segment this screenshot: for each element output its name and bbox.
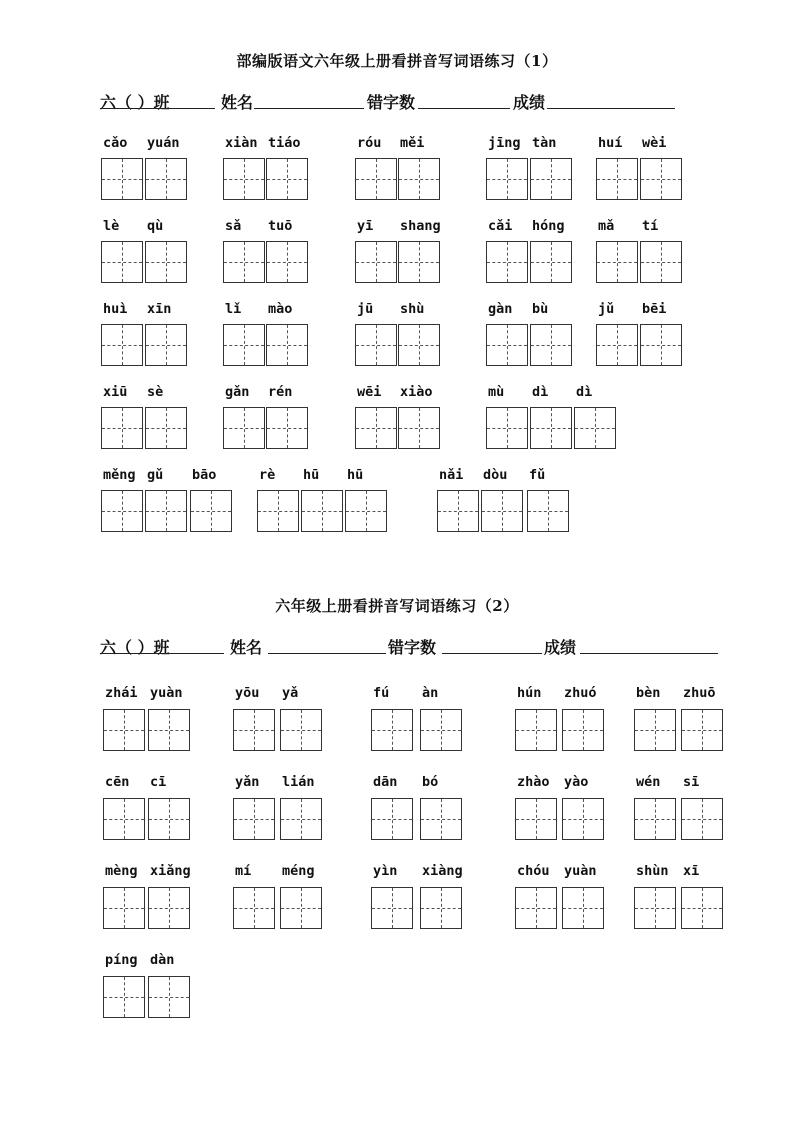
tianzige-writing-box[interactable] — [486, 407, 528, 449]
pinyin-syllable: gǎn — [225, 384, 250, 400]
tianzige-writing-box[interactable] — [681, 887, 723, 929]
pinyin-syllable: cǎi — [488, 218, 513, 234]
tianzige-writing-box[interactable] — [398, 407, 440, 449]
pinyin-syllable: cī — [150, 774, 167, 790]
tianzige-writing-box[interactable] — [530, 324, 572, 366]
tianzige-writing-box[interactable] — [266, 407, 308, 449]
tianzige-writing-box[interactable] — [486, 158, 528, 200]
pinyin-syllable: qù — [147, 218, 164, 234]
pinyin-syllable: bēi — [642, 301, 667, 317]
pinyin-syllable: sè — [147, 384, 164, 400]
pinyin-syllable: gǔ — [147, 467, 164, 483]
pinyin-syllable: rén — [268, 384, 293, 400]
tianzige-writing-box[interactable] — [596, 241, 638, 283]
tianzige-writing-box[interactable] — [223, 158, 265, 200]
score-blank[interactable] — [580, 639, 718, 654]
tianzige-writing-box[interactable] — [145, 490, 187, 532]
pinyin-syllable: nǎi — [439, 467, 464, 483]
pinyin-syllable: dòu — [483, 467, 508, 483]
pinyin-syllable: cēn — [105, 774, 130, 790]
pinyin-syllable: měi — [400, 135, 425, 151]
pinyin-syllable: sī — [683, 774, 700, 790]
pinyin-syllable: xī — [683, 863, 700, 879]
pinyin-syllable: mào — [268, 301, 293, 317]
tianzige-writing-box[interactable] — [530, 158, 572, 200]
tianzige-writing-box[interactable] — [634, 709, 676, 751]
pinyin-syllable: fú — [373, 685, 390, 701]
pinyin-syllable: jǔ — [598, 301, 615, 317]
tianzige-writing-box[interactable] — [640, 324, 682, 366]
score-blank[interactable] — [547, 94, 675, 109]
pinyin-syllable: dì — [576, 384, 593, 400]
errors-blank[interactable] — [418, 94, 510, 109]
pinyin-syllable: mí — [235, 863, 252, 879]
pinyin-syllable: zhào — [517, 774, 550, 790]
pinyin-syllable: zhái — [105, 685, 138, 701]
tianzige-writing-box[interactable] — [634, 887, 676, 929]
tianzige-writing-box[interactable] — [257, 490, 299, 532]
pinyin-syllable: yī — [357, 218, 374, 234]
tianzige-writing-box[interactable] — [233, 887, 275, 929]
pinyin-syllable: tuō — [268, 218, 293, 234]
pinyin-syllable: dàn — [150, 952, 175, 968]
tianzige-writing-box[interactable] — [530, 241, 572, 283]
pinyin-syllable: fǔ — [529, 467, 546, 483]
pinyin-syllable: mǎ — [598, 218, 615, 234]
pinyin-syllable: xiàn — [225, 135, 258, 151]
tianzige-writing-box[interactable] — [145, 241, 187, 283]
pinyin-syllable: wén — [636, 774, 661, 790]
tianzige-writing-box[interactable] — [437, 490, 479, 532]
errors-blank[interactable] — [442, 639, 542, 654]
tianzige-writing-box[interactable] — [398, 241, 440, 283]
tianzige-writing-box[interactable] — [562, 709, 604, 751]
tianzige-writing-box[interactable] — [420, 887, 462, 929]
tianzige-writing-box[interactable] — [103, 709, 145, 751]
pinyin-syllable: zhuó — [564, 685, 597, 701]
tianzige-writing-box[interactable] — [681, 798, 723, 840]
tianzige-writing-box[interactable] — [223, 407, 265, 449]
tianzige-writing-box[interactable] — [280, 798, 322, 840]
tianzige-writing-box[interactable] — [481, 490, 523, 532]
tianzige-writing-box[interactable] — [103, 887, 145, 929]
pinyin-syllable: rè — [259, 467, 276, 483]
pinyin-syllable: xiǎng — [150, 863, 191, 879]
tianzige-writing-box[interactable] — [371, 709, 413, 751]
tianzige-writing-box[interactable] — [148, 709, 190, 751]
pinyin-syllable: xīn — [147, 301, 172, 317]
pinyin-syllable: tí — [642, 218, 659, 234]
pinyin-syllable: yuán — [147, 135, 180, 151]
tianzige-writing-box[interactable] — [596, 324, 638, 366]
tianzige-writing-box[interactable] — [148, 976, 190, 1018]
pinyin-syllable: lè — [103, 218, 120, 234]
tianzige-writing-box[interactable] — [280, 887, 322, 929]
pinyin-syllable: yǎ — [282, 685, 299, 701]
tianzige-writing-box[interactable] — [145, 407, 187, 449]
tianzige-writing-box[interactable] — [634, 798, 676, 840]
tianzige-writing-box[interactable] — [515, 887, 557, 929]
tianzige-writing-box[interactable] — [420, 709, 462, 751]
tianzige-writing-box[interactable] — [223, 324, 265, 366]
tianzige-writing-box[interactable] — [527, 490, 569, 532]
tianzige-writing-box[interactable] — [103, 976, 145, 1018]
tianzige-writing-box[interactable] — [266, 158, 308, 200]
tianzige-writing-box[interactable] — [233, 709, 275, 751]
tianzige-writing-box[interactable] — [345, 490, 387, 532]
score-label: 成绩 — [513, 93, 546, 112]
pinyin-syllable: wēi — [357, 384, 382, 400]
pinyin-syllable: huì — [103, 301, 128, 317]
pinyin-syllable: bó — [422, 774, 439, 790]
pinyin-syllable: yǎn — [235, 774, 260, 790]
pinyin-syllable: hóng — [532, 218, 565, 234]
pinyin-syllable: àn — [422, 685, 439, 701]
pinyin-syllable: zhuō — [683, 685, 716, 701]
pinyin-syllable: cǎo — [103, 135, 128, 151]
tianzige-writing-box[interactable] — [596, 158, 638, 200]
pinyin-syllable: hū — [347, 467, 364, 483]
tianzige-writing-box[interactable] — [145, 324, 187, 366]
pinyin-syllable: píng — [105, 952, 138, 968]
name-label: 姓名 — [221, 93, 254, 112]
tianzige-writing-box[interactable] — [280, 709, 322, 751]
name-blank[interactable] — [268, 639, 386, 654]
tianzige-writing-box[interactable] — [148, 887, 190, 929]
pinyin-syllable: huí — [598, 135, 623, 151]
tianzige-writing-box[interactable] — [190, 490, 232, 532]
tianzige-writing-box[interactable] — [515, 798, 557, 840]
errors-label: 错字数 — [367, 93, 416, 112]
tianzige-writing-box[interactable] — [103, 798, 145, 840]
tianzige-writing-box[interactable] — [355, 324, 397, 366]
class-label: 六（ ）班 — [100, 93, 170, 112]
class-blank[interactable] — [100, 639, 224, 654]
pinyin-syllable: dān — [373, 774, 398, 790]
pinyin-syllable: hū — [303, 467, 320, 483]
tianzige-writing-box[interactable] — [101, 324, 143, 366]
tianzige-writing-box[interactable] — [486, 324, 528, 366]
worksheet-title: 部编版语文六年级上册看拼音写词语练习（1） — [236, 52, 558, 70]
pinyin-syllable: yōu — [235, 685, 260, 701]
pinyin-syllable: tiáo — [268, 135, 301, 151]
pinyin-syllable: yuàn — [150, 685, 183, 701]
pinyin-syllable: róu — [357, 135, 382, 151]
tianzige-writing-box[interactable] — [420, 798, 462, 840]
pinyin-syllable: bāo — [192, 467, 217, 483]
tianzige-writing-box[interactable] — [301, 490, 343, 532]
pinyin-syllable: tàn — [532, 135, 557, 151]
tianzige-writing-box[interactable] — [530, 407, 572, 449]
pinyin-syllable: xiàng — [422, 863, 463, 879]
tianzige-writing-box[interactable] — [398, 324, 440, 366]
name-label: 姓名 — [230, 638, 263, 657]
pinyin-syllable: lián — [282, 774, 315, 790]
tianzige-writing-box[interactable] — [101, 158, 143, 200]
pinyin-syllable: mù — [488, 384, 505, 400]
worksheet-title: 六年级上册看拼音写词语练习（2） — [275, 597, 519, 615]
pinyin-syllable: wèi — [642, 135, 667, 151]
pinyin-syllable: lǐ — [225, 301, 242, 317]
pinyin-syllable: jīng — [488, 135, 521, 151]
tianzige-writing-box[interactable] — [574, 407, 616, 449]
tianzige-writing-box[interactable] — [486, 241, 528, 283]
tianzige-writing-box[interactable] — [371, 887, 413, 929]
pinyin-syllable: bèn — [636, 685, 661, 701]
pinyin-syllable: sǎ — [225, 218, 242, 234]
tianzige-writing-box[interactable] — [640, 158, 682, 200]
score-label: 成绩 — [544, 638, 577, 657]
tianzige-writing-box[interactable] — [145, 158, 187, 200]
tianzige-writing-box[interactable] — [681, 709, 723, 751]
pinyin-syllable: yìn — [373, 863, 398, 879]
tianzige-writing-box[interactable] — [148, 798, 190, 840]
pinyin-syllable: hún — [517, 685, 542, 701]
pinyin-syllable: jū — [357, 301, 374, 317]
pinyin-syllable: shù — [400, 301, 425, 317]
tianzige-writing-box[interactable] — [233, 798, 275, 840]
class-blank[interactable] — [100, 94, 215, 109]
tianzige-writing-box[interactable] — [355, 158, 397, 200]
pinyin-syllable: bù — [532, 301, 549, 317]
pinyin-syllable: shang — [400, 218, 441, 234]
tianzige-writing-box[interactable] — [371, 798, 413, 840]
pinyin-syllable: xiào — [400, 384, 433, 400]
tianzige-writing-box[interactable] — [355, 407, 397, 449]
tianzige-writing-box[interactable] — [562, 887, 604, 929]
pinyin-syllable: shùn — [636, 863, 669, 879]
tianzige-writing-box[interactable] — [398, 158, 440, 200]
tianzige-writing-box[interactable] — [640, 241, 682, 283]
tianzige-writing-box[interactable] — [562, 798, 604, 840]
pinyin-syllable: yuàn — [564, 863, 597, 879]
pinyin-syllable: gàn — [488, 301, 513, 317]
tianzige-writing-box[interactable] — [355, 241, 397, 283]
tianzige-writing-box[interactable] — [101, 407, 143, 449]
pinyin-syllable: yào — [564, 774, 589, 790]
tianzige-writing-box[interactable] — [101, 490, 143, 532]
name-blank[interactable] — [254, 94, 364, 109]
tianzige-writing-box[interactable] — [223, 241, 265, 283]
pinyin-syllable: xiū — [103, 384, 128, 400]
tianzige-writing-box[interactable] — [266, 324, 308, 366]
pinyin-syllable: chóu — [517, 863, 550, 879]
tianzige-writing-box[interactable] — [101, 241, 143, 283]
pinyin-syllable: dì — [532, 384, 549, 400]
errors-label: 错字数 — [388, 638, 437, 657]
pinyin-syllable: méng — [282, 863, 315, 879]
tianzige-writing-box[interactable] — [266, 241, 308, 283]
pinyin-syllable: mèng — [105, 863, 138, 879]
pinyin-syllable: měng — [103, 467, 136, 483]
class-label: 六（ ）班 — [100, 638, 170, 657]
tianzige-writing-box[interactable] — [515, 709, 557, 751]
